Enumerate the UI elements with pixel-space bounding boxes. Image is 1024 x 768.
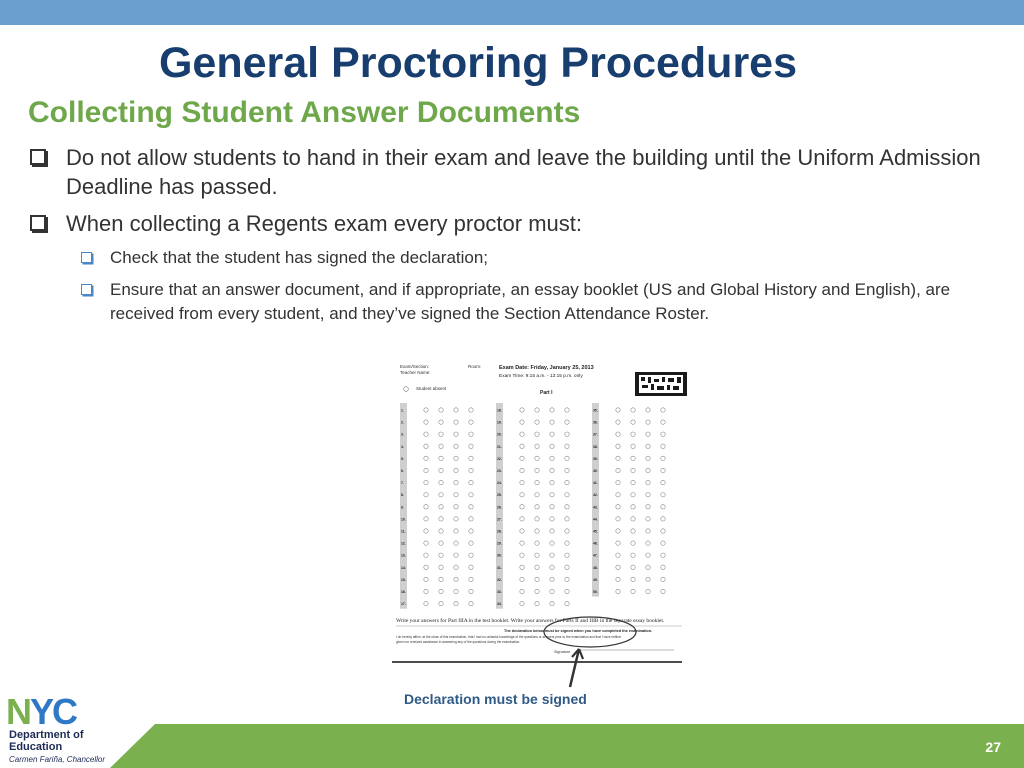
- question-number: 32.: [497, 577, 502, 582]
- answer-sheet-image: [392, 360, 692, 690]
- nyc-logo-letter: N: [6, 693, 30, 729]
- nyc-logo-text: [6, 693, 78, 729]
- sub-bullet-item: [28, 246, 988, 270]
- barcode-mark: [673, 386, 679, 390]
- question-number: 22.: [497, 456, 502, 461]
- question-number: 21.: [497, 444, 502, 449]
- slide-subtitle: Collecting Student Answer Documents: [28, 96, 581, 129]
- question-number: 1.: [401, 408, 404, 413]
- question-number: 48.: [593, 565, 598, 570]
- footer-band: [0, 724, 1024, 768]
- question-number: 8.: [401, 493, 404, 498]
- barcode-mark: [668, 378, 674, 382]
- question-number: 20.: [497, 432, 502, 437]
- question-number: 44.: [593, 517, 598, 522]
- sheet-header-left-1: Exam/Section:: [400, 364, 430, 369]
- bullet-item: [28, 143, 988, 201]
- sheet-exam-date: Exam Date: Friday, January 25, 2013: [499, 365, 594, 371]
- nyc-logo-letter: C: [52, 693, 77, 729]
- question-number: 7.: [401, 481, 404, 486]
- barcode-mark: [677, 377, 681, 383]
- image-caption: Declaration must be signed: [404, 691, 587, 707]
- barcode-mark: [667, 385, 670, 390]
- barcode-mark: [648, 377, 651, 383]
- question-number: 25.: [497, 493, 502, 498]
- bullet-text: When collecting a Regents exam every proctor must:: [66, 211, 583, 236]
- question-number: 3.: [401, 432, 404, 437]
- question-number: 47.: [593, 553, 598, 558]
- sheet-header-left-2: Teacher Name:: [400, 370, 431, 375]
- question-number: 30.: [497, 553, 502, 558]
- checkbox-bullet-icon: [81, 284, 92, 295]
- question-number: 29.: [497, 541, 502, 546]
- question-number: 43.: [593, 505, 598, 510]
- question-number: 4.: [401, 444, 404, 449]
- question-number: 10.: [401, 517, 406, 522]
- nyc-logo-letter: Y: [30, 693, 53, 729]
- question-number: 31.: [497, 565, 502, 570]
- question-number: 33.: [497, 590, 502, 594]
- student-absent-label: Student absent: [416, 386, 447, 391]
- chancellor-name: Carmen Fariña, Chancellor: [9, 755, 106, 764]
- question-number: 49.: [593, 577, 598, 582]
- barcode-inner: [639, 375, 683, 393]
- bullet-list: [28, 143, 988, 334]
- nyc-logo: [6, 693, 110, 729]
- question-number: 23.: [497, 469, 502, 473]
- declaration-heading: The declaration below must be signed when you have completed the examination.: [504, 629, 653, 633]
- bullet-text: Do not allow students to hand in their exam and leave the building until the Uniform Admission Deadline has passed.: [66, 145, 981, 199]
- slide-title: General Proctoring Procedures: [158, 39, 798, 87]
- department-name: [9, 729, 84, 753]
- footer-green-band: [110, 724, 1024, 768]
- checkbox-bullet-icon: [81, 252, 92, 263]
- question-number: 6.: [401, 469, 404, 473]
- sheet-exam-time: Exam Time: 9:15 a.m. - 12:15 p.m. only: [499, 374, 583, 379]
- question-number: 27.: [497, 517, 502, 522]
- checkbox-bullet-icon: [30, 149, 46, 165]
- barcode: [635, 372, 687, 396]
- question-number: 9.: [401, 505, 404, 510]
- signature-label: Signature: [554, 650, 571, 654]
- question-number: 39.: [593, 456, 598, 461]
- question-number: 26.: [497, 505, 502, 510]
- department-line: Education: [9, 741, 63, 753]
- sub-bullet-item: [28, 278, 988, 326]
- bullet-item: [28, 209, 988, 238]
- question-number: 40.: [593, 469, 598, 473]
- declaration-text-line-2: given nor received assistance in answering any of the questions during the examination.: [396, 640, 521, 644]
- write-answers-note: Write your answers for Part IIIA in the test booklet. Write your answers for Parts II and IIIB in the separate essay booklet.: [396, 618, 665, 624]
- question-number: 28.: [497, 529, 502, 534]
- question-number: 2.: [401, 420, 404, 425]
- question-number: 13.: [401, 553, 406, 558]
- barcode-mark: [657, 386, 664, 390]
- question-number: 34.: [497, 602, 502, 607]
- question-number: 37.: [593, 432, 598, 437]
- question-number: 50.: [593, 590, 598, 594]
- question-number: 5.: [401, 456, 404, 461]
- barcode-mark: [642, 385, 648, 388]
- question-number: 17.: [401, 602, 406, 607]
- question-number: 35.: [593, 408, 598, 413]
- question-number: 38.: [593, 444, 598, 449]
- question-number: 16.: [401, 590, 406, 594]
- barcode-mark: [654, 379, 659, 382]
- question-number: 36.: [593, 420, 598, 425]
- question-number: 45.: [593, 529, 598, 534]
- department-line: Department of: [9, 729, 84, 741]
- page-number: 27: [985, 739, 1001, 755]
- barcode-mark: [662, 377, 665, 382]
- top-accent-bar: [0, 0, 1024, 25]
- question-number: 19.: [497, 420, 502, 425]
- question-number: 18.: [497, 408, 502, 413]
- sub-bullet-text: Ensure that an answer document, and if appropriate, an essay booklet (US and Global History and English), are received from every student, and they’ve signed the Section Attendance Roster.: [110, 280, 951, 323]
- question-number: 24.: [497, 481, 502, 486]
- question-number: 14.: [401, 565, 406, 570]
- question-number: 42.: [593, 493, 598, 498]
- sheet-header-room: Room:: [468, 364, 482, 369]
- question-number: 12.: [401, 541, 406, 546]
- question-number: 11.: [401, 529, 406, 534]
- question-number: 15.: [401, 577, 406, 582]
- question-number: 41.: [593, 481, 598, 486]
- part-label: Part I: [540, 390, 553, 396]
- question-number: 46.: [593, 541, 598, 546]
- checkbox-bullet-icon: [30, 215, 46, 231]
- declaration-text-line-1: I do hereby affirm, at the close of this examination, that I had no unlawful knowledge of the questions or answers prior to the examination and that I have neither: [396, 635, 622, 639]
- barcode-mark: [651, 384, 654, 390]
- sub-bullet-text: Check that the student has signed the declaration;: [110, 248, 489, 267]
- barcode-mark: [641, 377, 645, 381]
